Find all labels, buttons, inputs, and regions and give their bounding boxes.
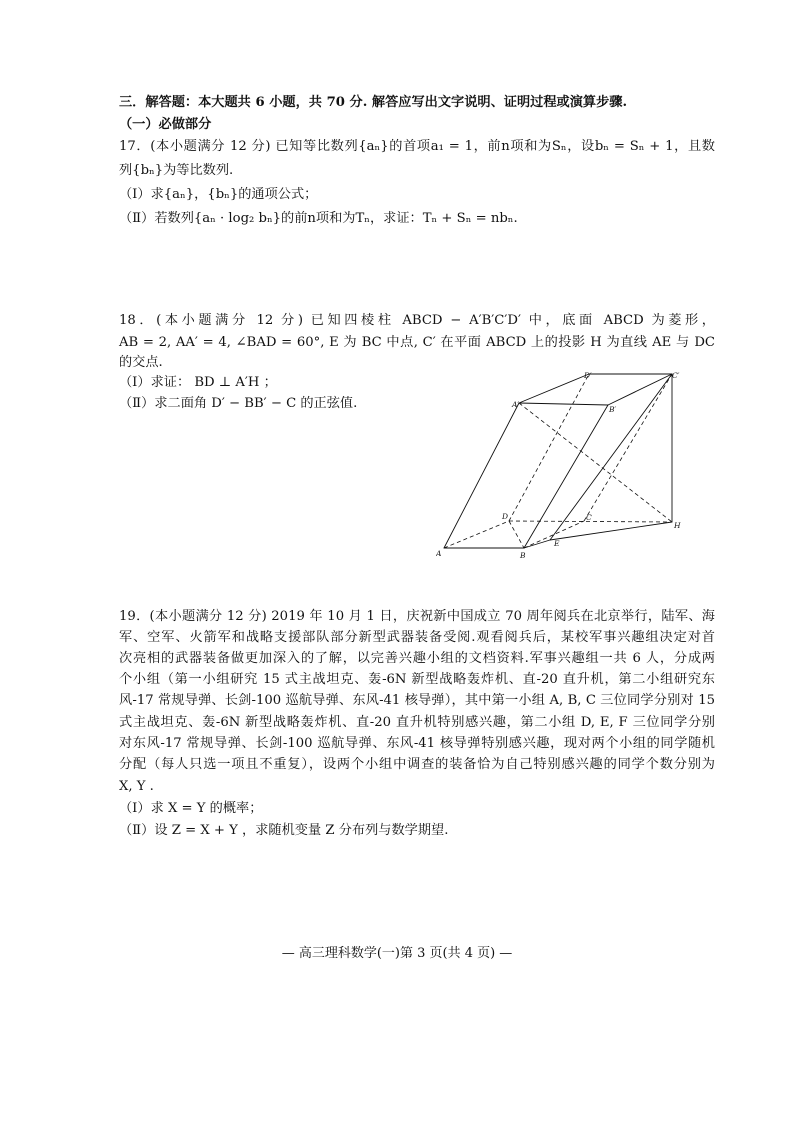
- edge-AD: [444, 521, 509, 548]
- q19-line-9: X, Y .: [119, 779, 154, 794]
- label-H: H: [674, 521, 681, 530]
- q18-line-3: 的交点.: [119, 355, 163, 370]
- q19-line-6: 式主战坦克、轰-6N 新型战略轰炸机、直-20 直升机特别感兴趣，第二小组 D, E, F 三位同学分别: [119, 715, 715, 730]
- section-header: 三．解答题：本大题共 6 小题，共 70 分. 解答应写出文字说明、证明过程或演算步骤.: [119, 95, 628, 110]
- diagonal-BD: [509, 521, 524, 548]
- label-B: B: [520, 551, 526, 560]
- label-D-prime: D′: [584, 371, 592, 380]
- q17-line-2: 列{bₙ}为等比数列.: [119, 163, 234, 178]
- q17-part-2: （Ⅱ）若数列{aₙ · log₂ bₙ}的前n项和为Tₙ，求证：Tₙ + Sₙ = nbₙ.: [119, 211, 518, 226]
- label-A-prime: A′: [512, 400, 520, 409]
- label-D: D: [502, 512, 509, 521]
- edge-A1B1: [519, 403, 608, 405]
- label-C-prime: C′: [672, 371, 680, 380]
- edge-BB1: [524, 405, 608, 548]
- label-B-prime: B′: [609, 405, 617, 414]
- edge-B1C1: [608, 374, 672, 405]
- label-C: C: [586, 513, 592, 522]
- q18-part-2: （Ⅱ）求二面角 D′ − BB′ − C 的正弦值.: [119, 396, 358, 411]
- q19-line-4: 个小组（第一小组研究 15 式主战坦克、轰-6N 新型战略轰炸机、直-20 直升机，第二小组研究东: [119, 672, 715, 687]
- label-A: A: [436, 549, 442, 558]
- edge-AA1: [444, 403, 519, 548]
- q18-part-1: （Ⅰ）求证： BD ⊥ A′H ；: [119, 375, 277, 390]
- q17-part-1: （Ⅰ）求{aₙ}，{bₙ}的通项公式；: [119, 187, 318, 202]
- q19-line-8: 分配（每人只选一项且不重复），设两个小组中调查的装备恰为自己特别感兴趣的同学个数分别为: [119, 757, 715, 772]
- page-footer: — 高三理科数学(一)第 3 页(共 4 页) —: [281, 946, 513, 961]
- segment-A1H: [519, 403, 672, 522]
- q19-line-7: 对东风-17 常规导弹、长剑-100 巡航导弹、东风-41 核导弹特别感兴趣，现对两个小组的同学随机: [119, 736, 715, 751]
- edge-EC1: [550, 374, 672, 540]
- edge-EH: [550, 522, 672, 540]
- q19-line-5: 风-17 常规导弹、长剑-100 巡航导弹、东风-41 核导弹），其中第一小组 A, B, C 三位同学分别对 15: [119, 693, 715, 708]
- edge-CC1: [584, 374, 672, 521]
- q19-line-3: 次亮相的武器装备做更加深入的了解，以完善兴趣小组的文档资料.军事兴趣组一共 6 人，分成两: [119, 651, 715, 666]
- q19-part-1: （Ⅰ）求 X = Y 的概率；: [119, 801, 263, 816]
- q18-line-2: AB = 2, AA′ = 4, ∠BAD = 60°, E 为 BC 中点, C′ 在平面 ABCD 上的投影 H 为直线 AE 与 DC: [119, 335, 715, 350]
- prism-diagram: [436, 368, 688, 560]
- q19-line-2: 军、空军、火箭军和战略支援部队部分新型武器装备受阅.观看阅兵后，某校军事兴趣组决定对首: [119, 630, 715, 645]
- q19-part-2: （Ⅱ）设 Z = X + Y ，求随机变量 Z 分布列与数学期望.: [119, 823, 449, 838]
- edge-DD1: [509, 374, 589, 521]
- prism-figure: [436, 368, 688, 560]
- q19-line-1: 19．(本小题满分 12 分) 2019 年 10 月 1 日，庆祝新中国成立 70 周年阅兵在北京举行，陆军、海: [119, 609, 715, 624]
- subsection-title: （一）必做部分: [119, 117, 212, 132]
- q17-line-1: 17．(本小题满分 12 分) 已知等比数列{aₙ}的首项a₁ = 1，前n项和为Sₙ，设bₙ = Sₙ + 1，且数: [119, 139, 715, 154]
- label-E: E: [554, 539, 560, 548]
- edge-A1D1: [519, 374, 589, 403]
- q18-line-1: 18．(本小题满分 12 分) 已知四棱柱 ABCD − A′B′C′D′ 中，底面 ABCD 为菱形，: [119, 313, 715, 328]
